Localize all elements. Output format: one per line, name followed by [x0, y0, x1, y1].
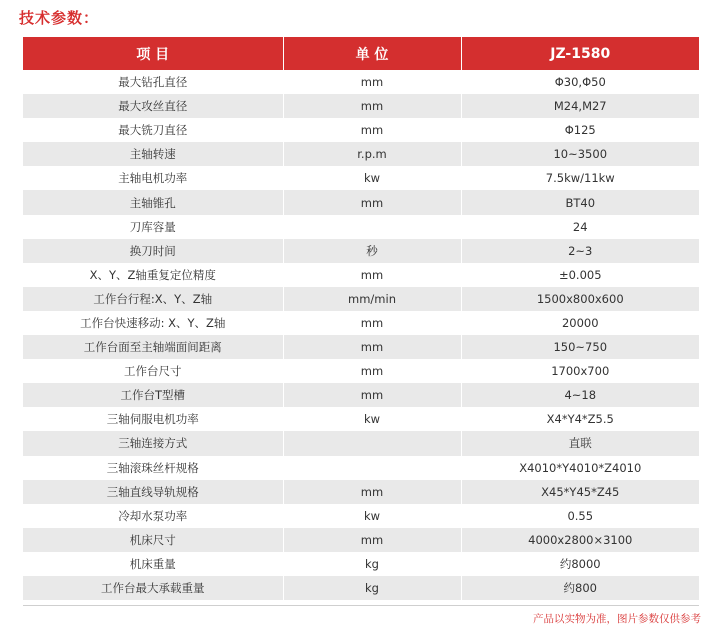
- unit-cell: [283, 456, 461, 480]
- table-row: [23, 287, 699, 311]
- table-row: [23, 70, 699, 94]
- header-unit: 单 位: [283, 37, 461, 70]
- header-model: JZ-1580: [461, 37, 699, 70]
- value-cell: 4000x2800×3100: [461, 528, 699, 552]
- value-cell: 150~750: [461, 335, 699, 359]
- unit-cell: mm: [283, 311, 461, 335]
- table-row: [23, 383, 699, 407]
- param-name-cell: 工作台面至主轴端面间距离: [23, 335, 283, 359]
- table-row: [23, 407, 699, 431]
- param-name-cell: 冷却水泵功率: [23, 504, 283, 528]
- unit-cell: 秒: [283, 239, 461, 263]
- table-row: [23, 480, 699, 504]
- section-title: 技术参数：: [19, 9, 100, 27]
- unit-cell: r.p.m: [283, 142, 461, 166]
- table-row: [23, 431, 699, 455]
- table-row: [23, 190, 699, 214]
- header-item: 项 目: [23, 37, 283, 70]
- table-row: [23, 552, 699, 576]
- value-cell: 24: [461, 215, 699, 239]
- table-body: [23, 70, 699, 600]
- unit-cell: mm: [283, 118, 461, 142]
- unit-cell: mm: [283, 383, 461, 407]
- value-cell: 1500x800x600: [461, 287, 699, 311]
- value-cell: 20000: [461, 311, 699, 335]
- table-row: [23, 504, 699, 528]
- table-row: [23, 94, 699, 118]
- unit-cell: kw: [283, 504, 461, 528]
- unit-cell: mm: [283, 263, 461, 287]
- unit-cell: kg: [283, 576, 461, 600]
- param-name-cell: 三轴伺服电机功率: [23, 407, 283, 431]
- unit-cell: [283, 431, 461, 455]
- table-row: [23, 215, 699, 239]
- value-cell: 0.55: [461, 504, 699, 528]
- unit-cell: mm: [283, 480, 461, 504]
- value-cell: X45*Y45*Z45: [461, 480, 699, 504]
- param-name-cell: 最大攻丝直径: [23, 94, 283, 118]
- value-cell: ±0.005: [461, 263, 699, 287]
- unit-cell: mm: [283, 94, 461, 118]
- param-name-cell: 工作台快速移动: X、Y、Z轴: [23, 311, 283, 335]
- value-cell: 10~3500: [461, 142, 699, 166]
- footnote: 产品以实物为准，图片参数仅供参考: [533, 613, 701, 625]
- value-cell: 7.5kw/11kw: [461, 166, 699, 190]
- value-cell: BT40: [461, 190, 699, 214]
- table-row: [23, 335, 699, 359]
- unit-cell: kw: [283, 407, 461, 431]
- param-name-cell: 工作台最大承载重量: [23, 576, 283, 600]
- param-name-cell: 主轴锥孔: [23, 190, 283, 214]
- param-name-cell: 机床尺寸: [23, 528, 283, 552]
- unit-cell: [283, 215, 461, 239]
- param-name-cell: 工作台T型槽: [23, 383, 283, 407]
- unit-cell: mm: [283, 359, 461, 383]
- value-cell: Φ125: [461, 118, 699, 142]
- table-row: [23, 456, 699, 480]
- table-row: [23, 142, 699, 166]
- param-name-cell: 最大铣刀直径: [23, 118, 283, 142]
- value-cell: X4*Y4*Z5.5: [461, 407, 699, 431]
- param-name-cell: 刀库容量: [23, 215, 283, 239]
- bottom-divider: [23, 605, 699, 606]
- param-name-cell: 最大钻孔直径: [23, 70, 283, 94]
- unit-cell: mm: [283, 335, 461, 359]
- param-name-cell: 换刀时间: [23, 239, 283, 263]
- param-name-cell: X、Y、Z轴重复定位精度: [23, 263, 283, 287]
- param-name-cell: 三轴滚珠丝杆规格: [23, 456, 283, 480]
- table-row: [23, 166, 699, 190]
- value-cell: 约8000: [461, 552, 699, 576]
- unit-cell: kw: [283, 166, 461, 190]
- param-name-cell: 三轴直线导轨规格: [23, 480, 283, 504]
- param-name-cell: 工作台尺寸: [23, 359, 283, 383]
- table-row: [23, 576, 699, 600]
- unit-cell: mm: [283, 528, 461, 552]
- value-cell: 直联: [461, 431, 699, 455]
- unit-cell: mm: [283, 70, 461, 94]
- unit-cell: mm: [283, 190, 461, 214]
- param-name-cell: 机床重量: [23, 552, 283, 576]
- param-name-cell: 三轴连接方式: [23, 431, 283, 455]
- unit-cell: kg: [283, 552, 461, 576]
- table-row: [23, 359, 699, 383]
- table-header-row: [23, 37, 699, 70]
- spec-table: [23, 37, 699, 600]
- table-row: [23, 118, 699, 142]
- table-row: [23, 263, 699, 287]
- value-cell: M24,M27: [461, 94, 699, 118]
- table-row: [23, 311, 699, 335]
- value-cell: 1700x700: [461, 359, 699, 383]
- value-cell: 约800: [461, 576, 699, 600]
- param-name-cell: 主轴电机功率: [23, 166, 283, 190]
- param-name-cell: 工作台行程:X、Y、Z轴: [23, 287, 283, 311]
- value-cell: 2~3: [461, 239, 699, 263]
- table-row: [23, 528, 699, 552]
- table-row: [23, 239, 699, 263]
- param-name-cell: 主轴转速: [23, 142, 283, 166]
- unit-cell: mm/min: [283, 287, 461, 311]
- value-cell: X4010*Y4010*Z4010: [461, 456, 699, 480]
- value-cell: 4~18: [461, 383, 699, 407]
- value-cell: Φ30,Φ50: [461, 70, 699, 94]
